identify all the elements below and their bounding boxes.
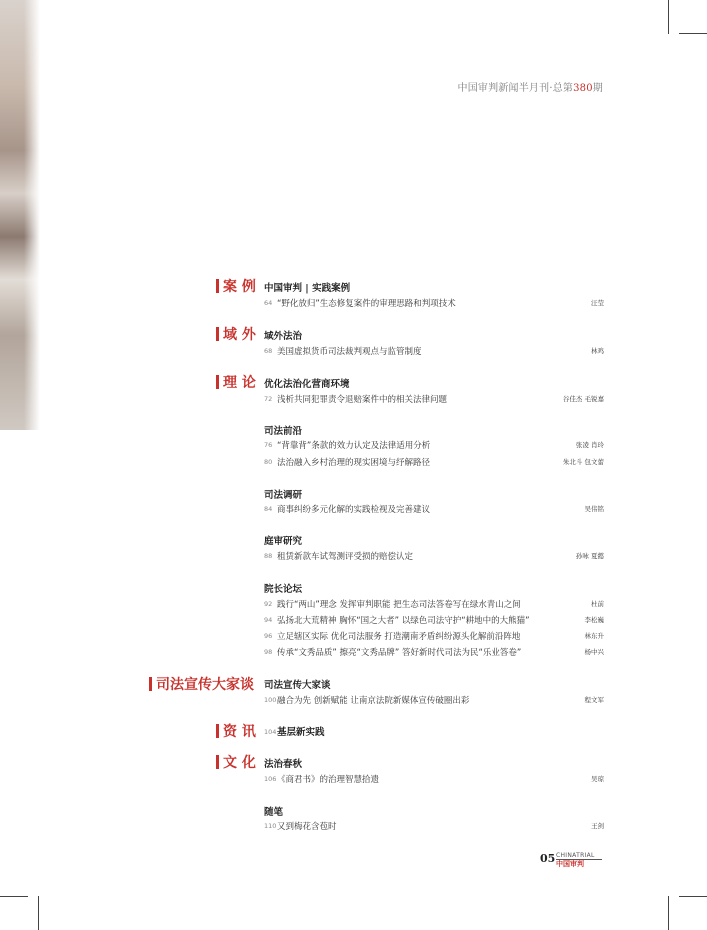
cover-photo-strip	[0, 0, 40, 430]
section-tag-foreign	[216, 324, 256, 344]
entry-author: 杨中兴	[584, 648, 604, 656]
category-title: 随笔	[264, 807, 284, 818]
entry-page: 80	[264, 458, 273, 466]
section-tag-label: 司法宣传大家谈	[156, 677, 254, 693]
toc-entry[interactable]	[264, 456, 604, 468]
entry-page: 68	[264, 347, 273, 355]
toc-entry[interactable]	[264, 345, 604, 357]
section-tag-theory	[216, 372, 256, 392]
entry-title: 《商君书》的治理智慧拾遗	[277, 775, 380, 785]
entry-page: 104	[264, 728, 277, 736]
category-title: 域外法治	[264, 331, 303, 342]
entry-title: “野化放归”生态修复案件的审理思路和判项技术	[277, 299, 456, 309]
entry-author: 程文军	[584, 696, 604, 704]
entry-author: 谷佳杰 毛锐嘉	[562, 395, 604, 403]
entry-page: 76	[264, 441, 273, 449]
entry-title: 践行“两山”理念 发挥审判职能 把生态司法答卷写在绿水青山之间	[277, 600, 521, 610]
section-tag-label: 域 外	[223, 327, 256, 343]
category-title: 司法调研	[264, 490, 303, 501]
logo-english: CHINATRIAL	[556, 853, 602, 860]
category-title: 优化法治化营商环境	[264, 379, 350, 390]
entry-title: 融合为先 创新赋能 让南京法院新媒体宣传破圈出彩	[277, 696, 470, 706]
category-title: 中国审判 | 实践案例	[264, 283, 351, 294]
section-tag-label: 案 例	[223, 279, 256, 295]
toc-entry[interactable]	[264, 393, 604, 405]
entry-author: 朱北斗 包文蕾	[562, 458, 604, 466]
entry-title: 浅析共同犯罪责令退赔案件中的相关法律问题	[277, 395, 448, 405]
toc-entry[interactable]	[264, 598, 604, 610]
category-title: 院长论坛	[264, 584, 303, 595]
toc-entry[interactable]	[264, 550, 604, 562]
toc-entry[interactable]	[264, 503, 604, 515]
masthead-issue: 380	[573, 83, 593, 94]
section-tag-publicity	[149, 674, 254, 694]
entry-page: 94	[264, 616, 273, 624]
entry-title: 美国虚拟货币司法裁判观点与监管制度	[277, 347, 422, 357]
toc-entry[interactable]	[264, 773, 604, 785]
magazine-logo	[556, 853, 602, 868]
section-tag-label: 文 化	[223, 755, 256, 771]
entry-page: 110	[264, 822, 277, 830]
entry-author: 林东升	[584, 632, 604, 640]
toc-entry[interactable]	[264, 646, 604, 658]
toc-entry[interactable]	[264, 724, 604, 736]
entry-title: 又到梅花含苞时	[277, 822, 337, 832]
entry-page: 88	[264, 552, 273, 560]
section-tag-label: 理 论	[223, 375, 256, 391]
toc-entry[interactable]	[264, 630, 604, 642]
page-number: 05	[540, 852, 556, 865]
section-tag-cases	[216, 276, 256, 296]
entry-title: 租赁新款车试驾测评受损的赔偿认定	[277, 552, 414, 562]
entry-author: 汪莹	[591, 299, 604, 307]
entry-page: 72	[264, 395, 273, 403]
section-tag-culture	[216, 752, 256, 772]
entry-author: 杜前	[591, 600, 604, 608]
entry-page: 84	[264, 505, 273, 513]
toc-entry[interactable]	[264, 297, 604, 309]
entry-title: “背靠背”条款的效力认定及法律适用分析	[277, 441, 431, 451]
masthead	[458, 79, 603, 94]
entry-author: 王剑	[591, 822, 604, 830]
entry-title: 法治融入乡村治理的现实困境与纾解路径	[277, 458, 431, 468]
entry-author: 吴琼	[591, 775, 604, 783]
entry-title: 弘扬北大荒精神 胸怀“国之大者” 以绿色司法守护“耕地中的大熊猫”	[277, 616, 530, 626]
toc-entry[interactable]	[264, 614, 604, 626]
category-title: 司法宣传大家谈	[264, 680, 331, 691]
section-tag-label: 资 讯	[223, 724, 256, 740]
category-title: 法治春秋	[264, 759, 303, 770]
entry-author: 林鸡	[591, 347, 604, 355]
entry-title: 立足辖区实际 优化司法服务 打造潮南矛盾纠纷源头化解前沿阵地	[277, 632, 521, 642]
entry-title: 传承“文秀品质” 擦亮“文秀品牌” 答好新时代司法为民“乐业答卷”	[277, 648, 522, 658]
masthead-prefix: 中国审判新闻半月刊·总第	[457, 83, 574, 94]
entry-page: 92	[264, 600, 273, 608]
entry-page: 100	[264, 696, 277, 704]
entry-author: 李松巍	[584, 616, 604, 624]
section-tag-news	[216, 721, 256, 741]
entry-page: 98	[264, 648, 273, 656]
toc-entry[interactable]	[264, 439, 604, 451]
category-title: 庭审研究	[264, 536, 303, 547]
entry-author: 张凌 肖玲	[575, 441, 604, 449]
entry-author: 孙咏 夏懿	[575, 552, 604, 560]
masthead-suffix: 期	[592, 83, 603, 94]
entry-title: 基层新实践	[277, 727, 325, 738]
logo-chinese: 中国审判	[556, 860, 584, 868]
toc-entry[interactable]	[264, 820, 604, 832]
toc-entry[interactable]	[264, 694, 604, 706]
entry-page: 64	[264, 299, 273, 307]
entry-author: 吴伟铭	[584, 505, 604, 513]
entry-page: 96	[264, 632, 273, 640]
category-title: 司法前沿	[264, 426, 303, 437]
entry-page: 106	[264, 775, 277, 783]
entry-title: 商事纠纷多元化解的实践检视及完善建议	[277, 505, 431, 515]
